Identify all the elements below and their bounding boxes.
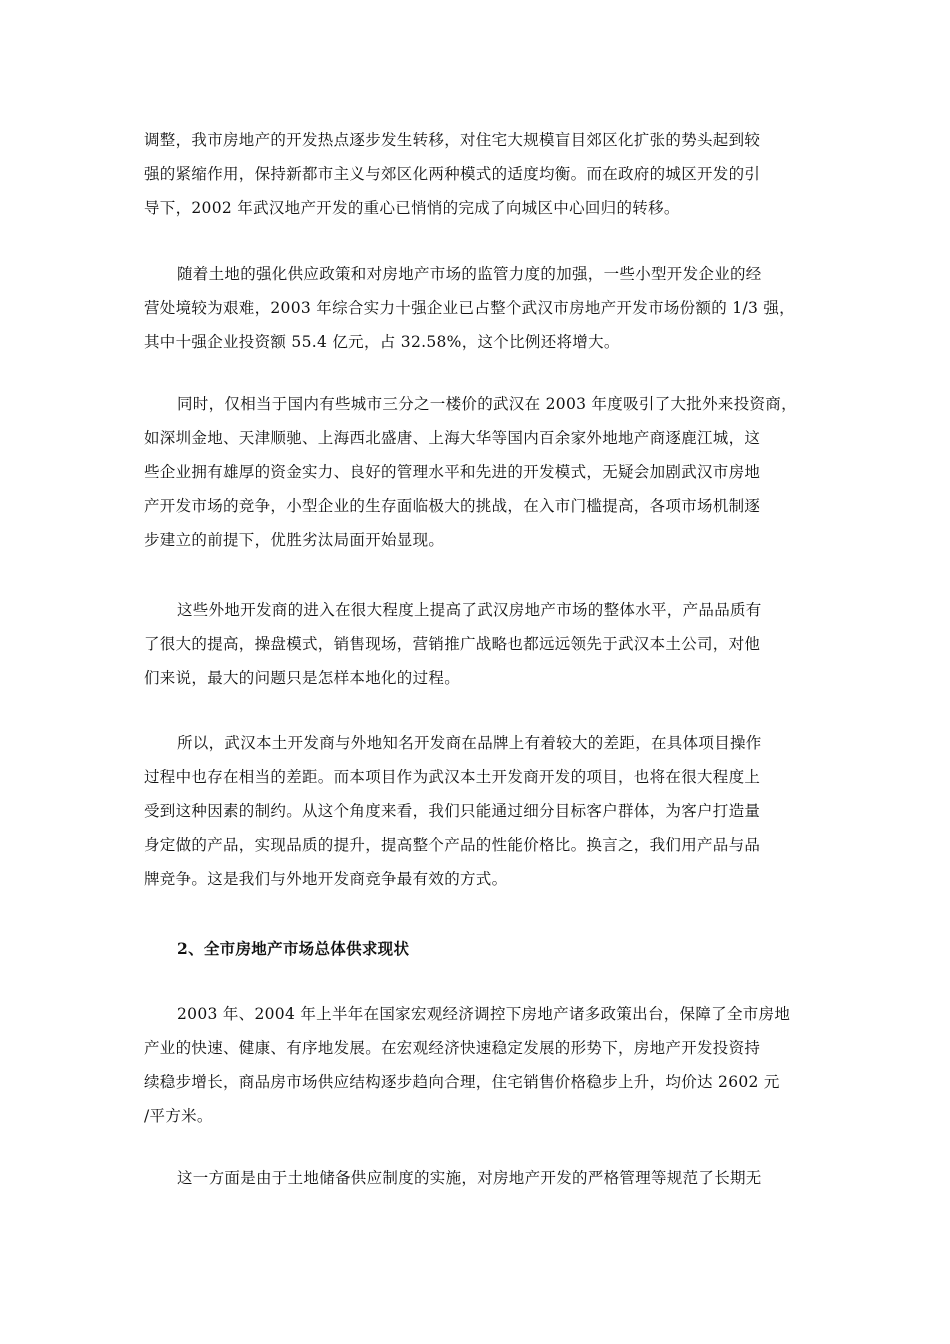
paragraph-line: 过程中也存在相当的差距。而本项目作为武汉本土开发商开发的项目，也将在很大程度上 bbox=[144, 768, 761, 786]
section-heading: 2、全市房地产市场总体供求现状 bbox=[177, 939, 410, 958]
paragraph-line: 产业的快速、健康、有序地发展。在宏观经济快速稳定发展的形势下，房地产开发投资持 bbox=[144, 1039, 761, 1057]
paragraph-line: 牌竞争。这是我们与外地开发商竞争最有效的方式。 bbox=[144, 870, 508, 888]
paragraph-7 bbox=[144, 1161, 809, 1195]
paragraph-line: 所以，武汉本土开发商与外地知名开发商在品牌上有着较大的差距，在具体项目操作 bbox=[177, 734, 762, 752]
paragraph-line: 随着土地的强化供应政策和对房地产市场的监管力度的加强，一些小型开发企业的经 bbox=[177, 265, 762, 283]
paragraph-line: 们来说，最大的问题只是怎样本地化的过程。 bbox=[144, 669, 461, 687]
paragraph-line: 营处境较为艰难，2003 年综合实力十强企业已占整个武汉市房地产开发市场份额的 1/3 强， bbox=[144, 299, 795, 317]
paragraph-line: 了很大的提高，操盘模式，销售现场，营销推广战略也都远远领先于武汉本土公司，对他 bbox=[144, 635, 761, 653]
paragraph-6 bbox=[144, 997, 809, 1133]
paragraph-line: 调整，我市房地产的开发热点逐步发生转移，对住宅大规模盲目郊区化扩张的势头起到较 bbox=[144, 131, 761, 149]
paragraph-line: 其中十强企业投资额 55.4 亿元，占 32.58%，这个比例还将增大。 bbox=[144, 333, 620, 351]
paragraph-line: 2003 年、2004 年上半年在国家宏观经济调控下房地产诸多政策出台，保障了全市房地 bbox=[177, 1005, 791, 1023]
paragraph-line: 同时，仅相当于国内有些城市三分之一楼价的武汉在 2003 年度吸引了大批外来投资商， bbox=[177, 395, 797, 413]
paragraph-line: 如深圳金地、天津顺驰、上海西北盛唐、上海大华等国内百余家外地地产商逐鹿江城，这 bbox=[144, 429, 761, 447]
paragraph-line: 产开发市场的竞争，小型企业的生存面临极大的挑战，在入市门槛提高，各项市场机制逐 bbox=[144, 497, 761, 515]
paragraph-line: 强的紧缩作用，保持新都市主义与郊区化两种模式的适度均衡。而在政府的城区开发的引 bbox=[144, 165, 761, 183]
paragraph-line: 步建立的前提下，优胜劣汰局面开始显现。 bbox=[144, 531, 445, 549]
paragraph-2 bbox=[144, 257, 809, 359]
paragraph-5 bbox=[144, 726, 809, 896]
paragraph-1 bbox=[144, 123, 809, 225]
paragraph-line: 受到这种因素的制约。从这个角度来看，我们只能通过细分目标客户群体，为客户打造量 bbox=[144, 802, 761, 820]
paragraph-line: /平方米。 bbox=[144, 1107, 213, 1125]
paragraph-3 bbox=[144, 387, 809, 557]
paragraph-line: 些企业拥有雄厚的资金实力、良好的管理水平和先进的开发模式，无疑会加剧武汉市房地 bbox=[144, 463, 761, 481]
paragraph-line: 身定做的产品，实现品质的提升，提高整个产品的性能价格比。换言之，我们用产品与品 bbox=[144, 836, 761, 854]
paragraph-line: 续稳步增长，商品房市场供应结构逐步趋向合理，住宅销售价格稳步上升，均价达 2602 元 bbox=[144, 1073, 780, 1091]
paragraph-line: 这些外地开发商的进入在很大程度上提高了武汉房地产市场的整体水平，产品品质有 bbox=[177, 601, 762, 619]
paragraph-line: 这一方面是由于土地储备供应制度的实施，对房地产开发的严格管理等规范了长期无 bbox=[177, 1169, 762, 1187]
paragraph-line: 导下，2002 年武汉地产开发的重心已悄悄的完成了向城区中心回归的转移。 bbox=[144, 199, 680, 217]
paragraph-4 bbox=[144, 593, 809, 695]
